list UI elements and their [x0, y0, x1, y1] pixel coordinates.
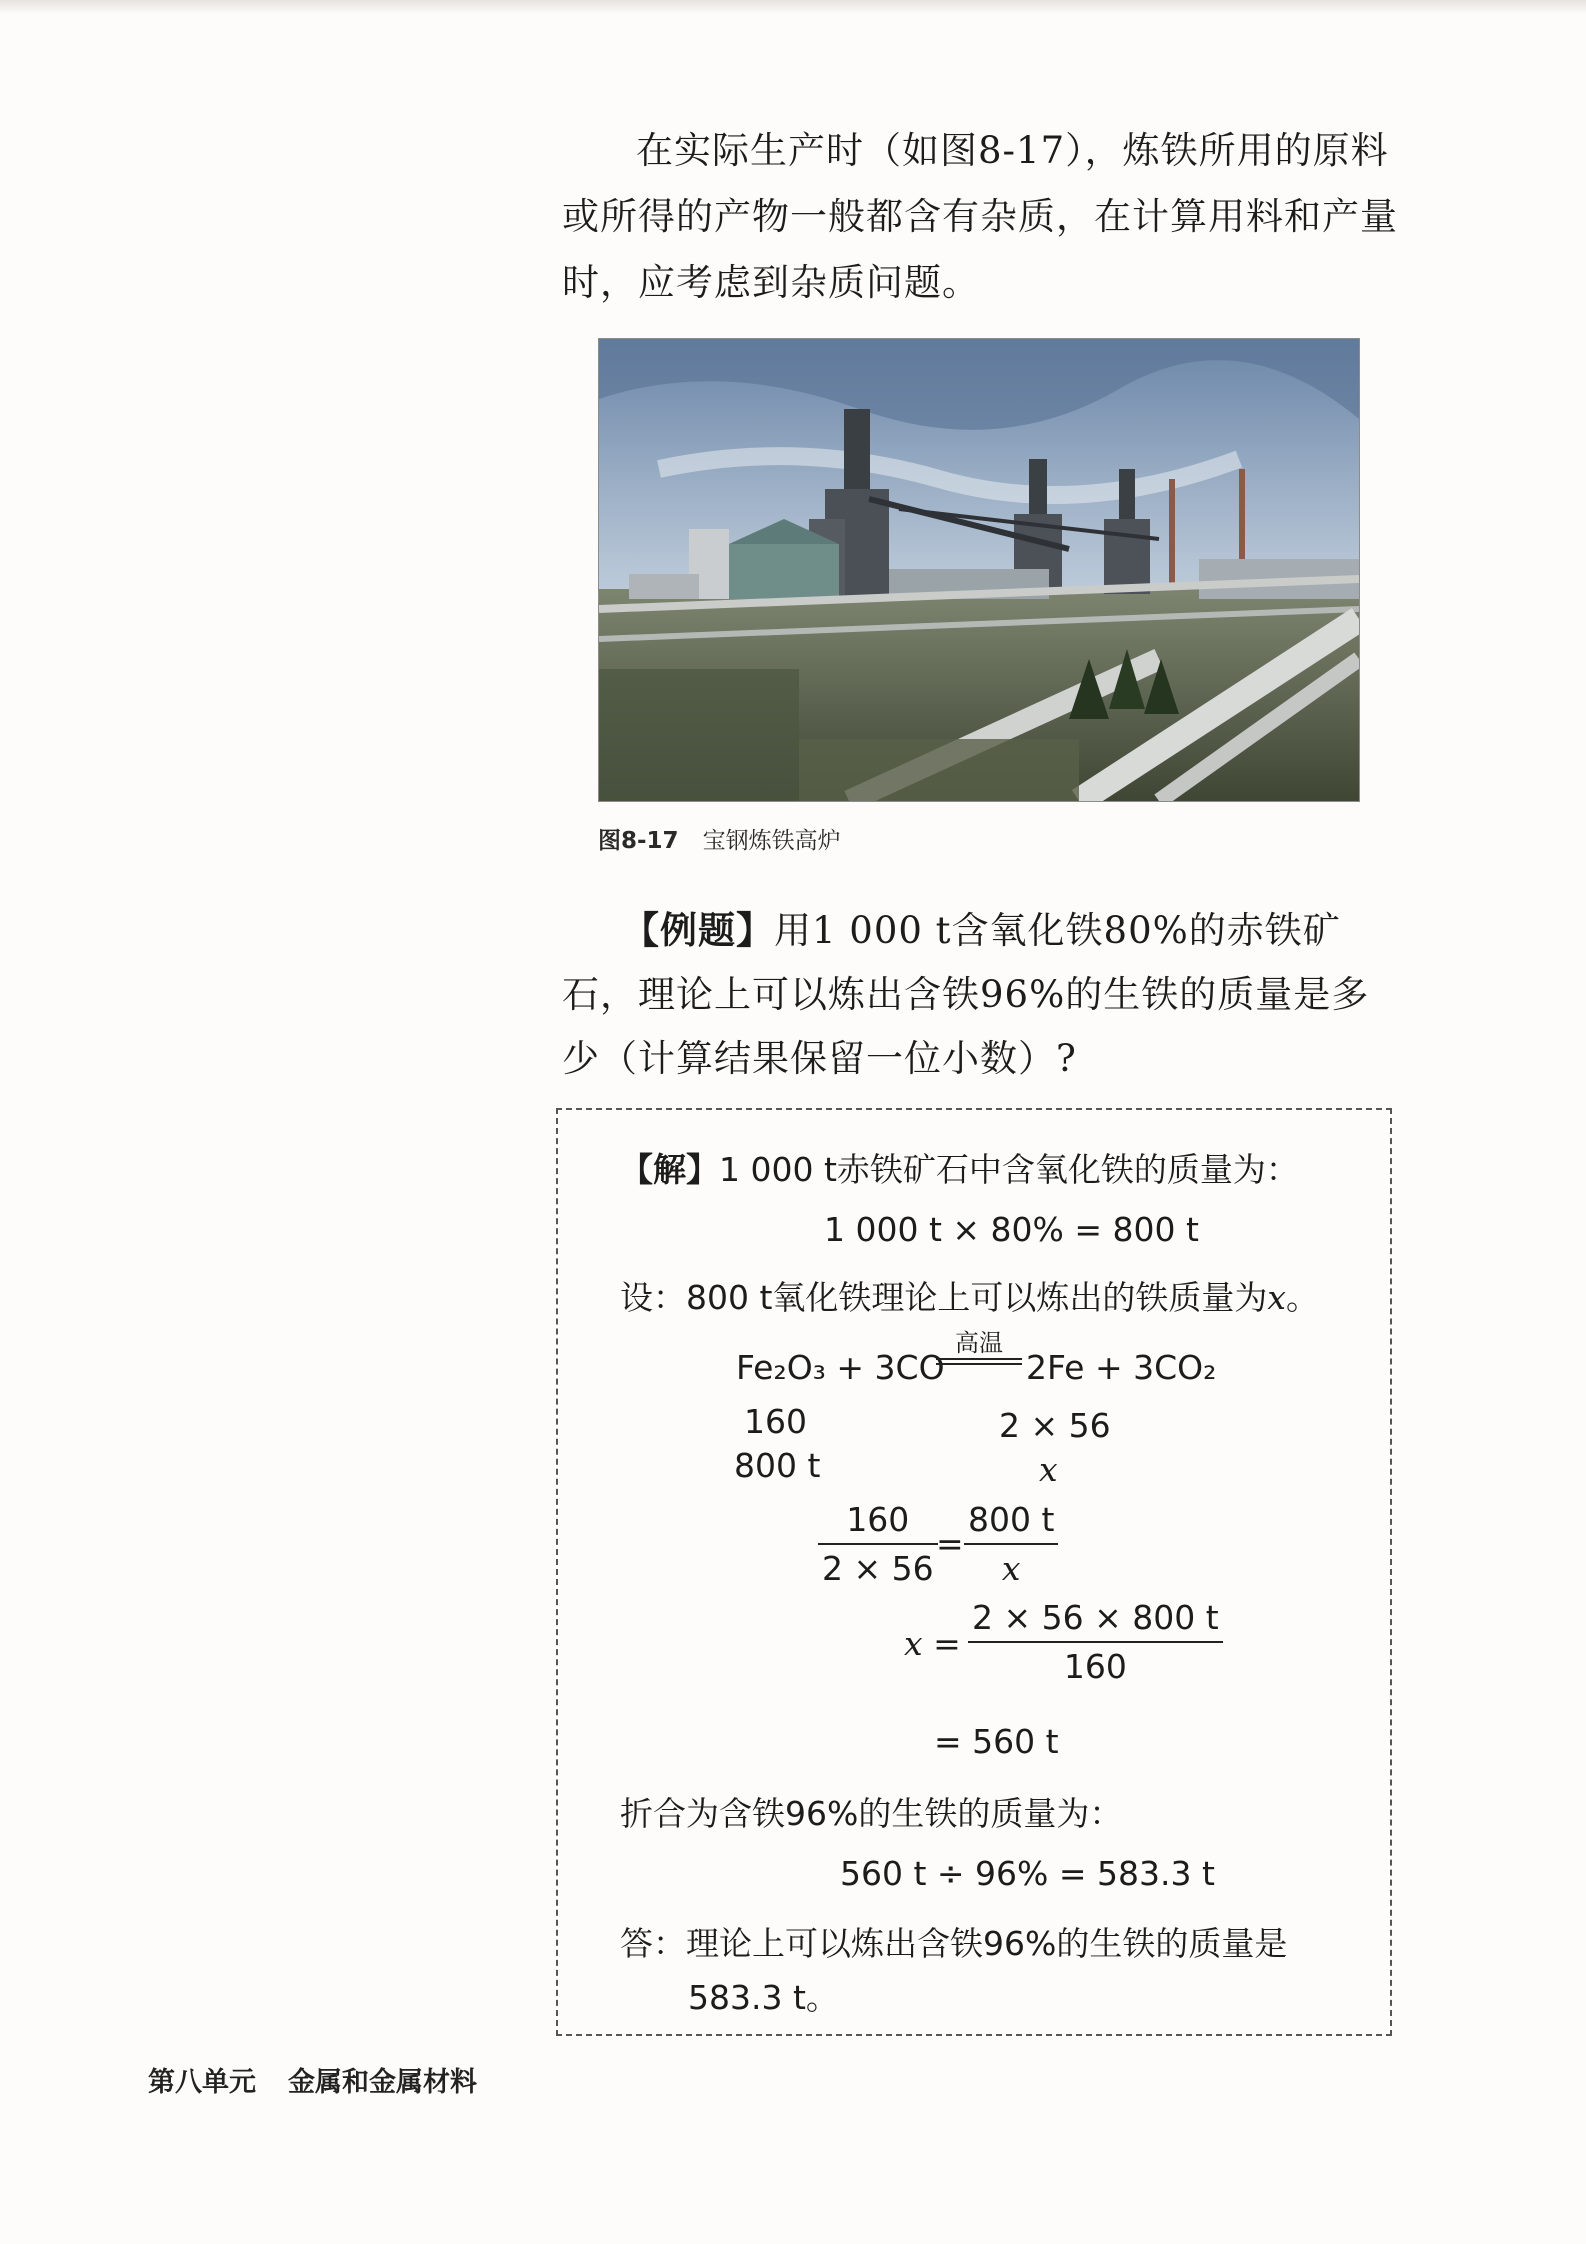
x-result: = 560 t: [934, 1722, 1059, 1761]
x-equals: x =: [904, 1624, 961, 1663]
figure-caption: [598, 822, 841, 855]
example-tag: 【例题】: [622, 908, 774, 952]
solution-line-3-var: x: [1267, 1278, 1287, 1317]
mass-right-1: 2 × 56: [999, 1406, 1111, 1445]
x-fraction-num: 2 × 56 × 800 t: [968, 1598, 1223, 1643]
solution-box: [556, 1108, 1392, 2036]
convert-text: 折合为含铁96%的生铁的质量为：: [620, 1794, 1123, 1833]
solution-line-2: 1 000 t × 80% = 800 t: [824, 1210, 1199, 1249]
ratio-right-fraction: [964, 1500, 1058, 1588]
ratio-left-den: 2 × 56: [822, 1549, 934, 1588]
convert-calc: 560 t ÷ 96% = 583.3 t: [840, 1854, 1215, 1893]
answer-line-2: 583.3 t。: [688, 1978, 839, 2017]
x-fraction-den: 160: [1063, 1647, 1127, 1686]
mass-left-2: 800 t: [734, 1446, 821, 1485]
example-text: 用1 000 t含氧化铁80%的赤铁矿石，理论上可以炼出含铁96%的生铁的质量是多少（计算结果保留一位小数）?: [562, 909, 1370, 1080]
ratio-left-fraction: [818, 1500, 938, 1588]
example-question: [562, 898, 1402, 1091]
solution-line-1-text: 1 000 t赤铁矿石中含氧化铁的质量为：: [719, 1150, 1299, 1189]
solution-tag: 【解】: [620, 1150, 719, 1189]
equation-condition: [936, 1330, 1022, 1365]
blast-furnace-illustration: [599, 339, 1359, 801]
mass-left-1: 160: [744, 1402, 807, 1441]
figure-8-17-photo: [598, 338, 1360, 802]
solution-line-1: [620, 1144, 1299, 1191]
intro-text: 在实际生产时（如图8-17），炼铁所用的原料或所得的产物一般都含有杂质，在计算用料和产量时，应考虑到杂质问题。: [562, 129, 1398, 304]
equation-right: 2Fe + 3CO₂: [1026, 1348, 1217, 1387]
ratio-left-num: 160: [818, 1500, 938, 1545]
figure-caption-text: 宝钢炼铁高炉: [702, 828, 841, 854]
condition-arrow: [936, 1358, 1022, 1365]
solution-line-3: [620, 1272, 1319, 1319]
condition-label: 高温: [955, 1329, 1003, 1357]
ratio-equals: =: [936, 1524, 964, 1563]
figure-number: 图8-17: [598, 828, 679, 854]
ratio-right-num: 800 t: [964, 1500, 1058, 1545]
footer-title: 金属和金属材料: [288, 2067, 477, 2098]
answer-line-1: 答：理论上可以炼出含铁96%的生铁的质量是: [620, 1924, 1288, 1963]
mass-right-2: x: [1039, 1450, 1058, 1489]
ratio-right-den: x: [1001, 1549, 1021, 1588]
footer-unit: 第八单元: [148, 2067, 256, 2098]
solution-line-3-prefix: 设：800 t氧化铁理论上可以炼出的铁质量为: [620, 1278, 1268, 1317]
equation-left: Fe₂O₃ + 3CO: [736, 1348, 945, 1387]
x-fraction: [968, 1598, 1223, 1686]
page-top-shadow: [0, 0, 1586, 14]
intro-paragraph: [562, 118, 1402, 316]
solution-line-3-suffix: 。: [1286, 1278, 1320, 1317]
page-footer: [148, 2060, 477, 2099]
